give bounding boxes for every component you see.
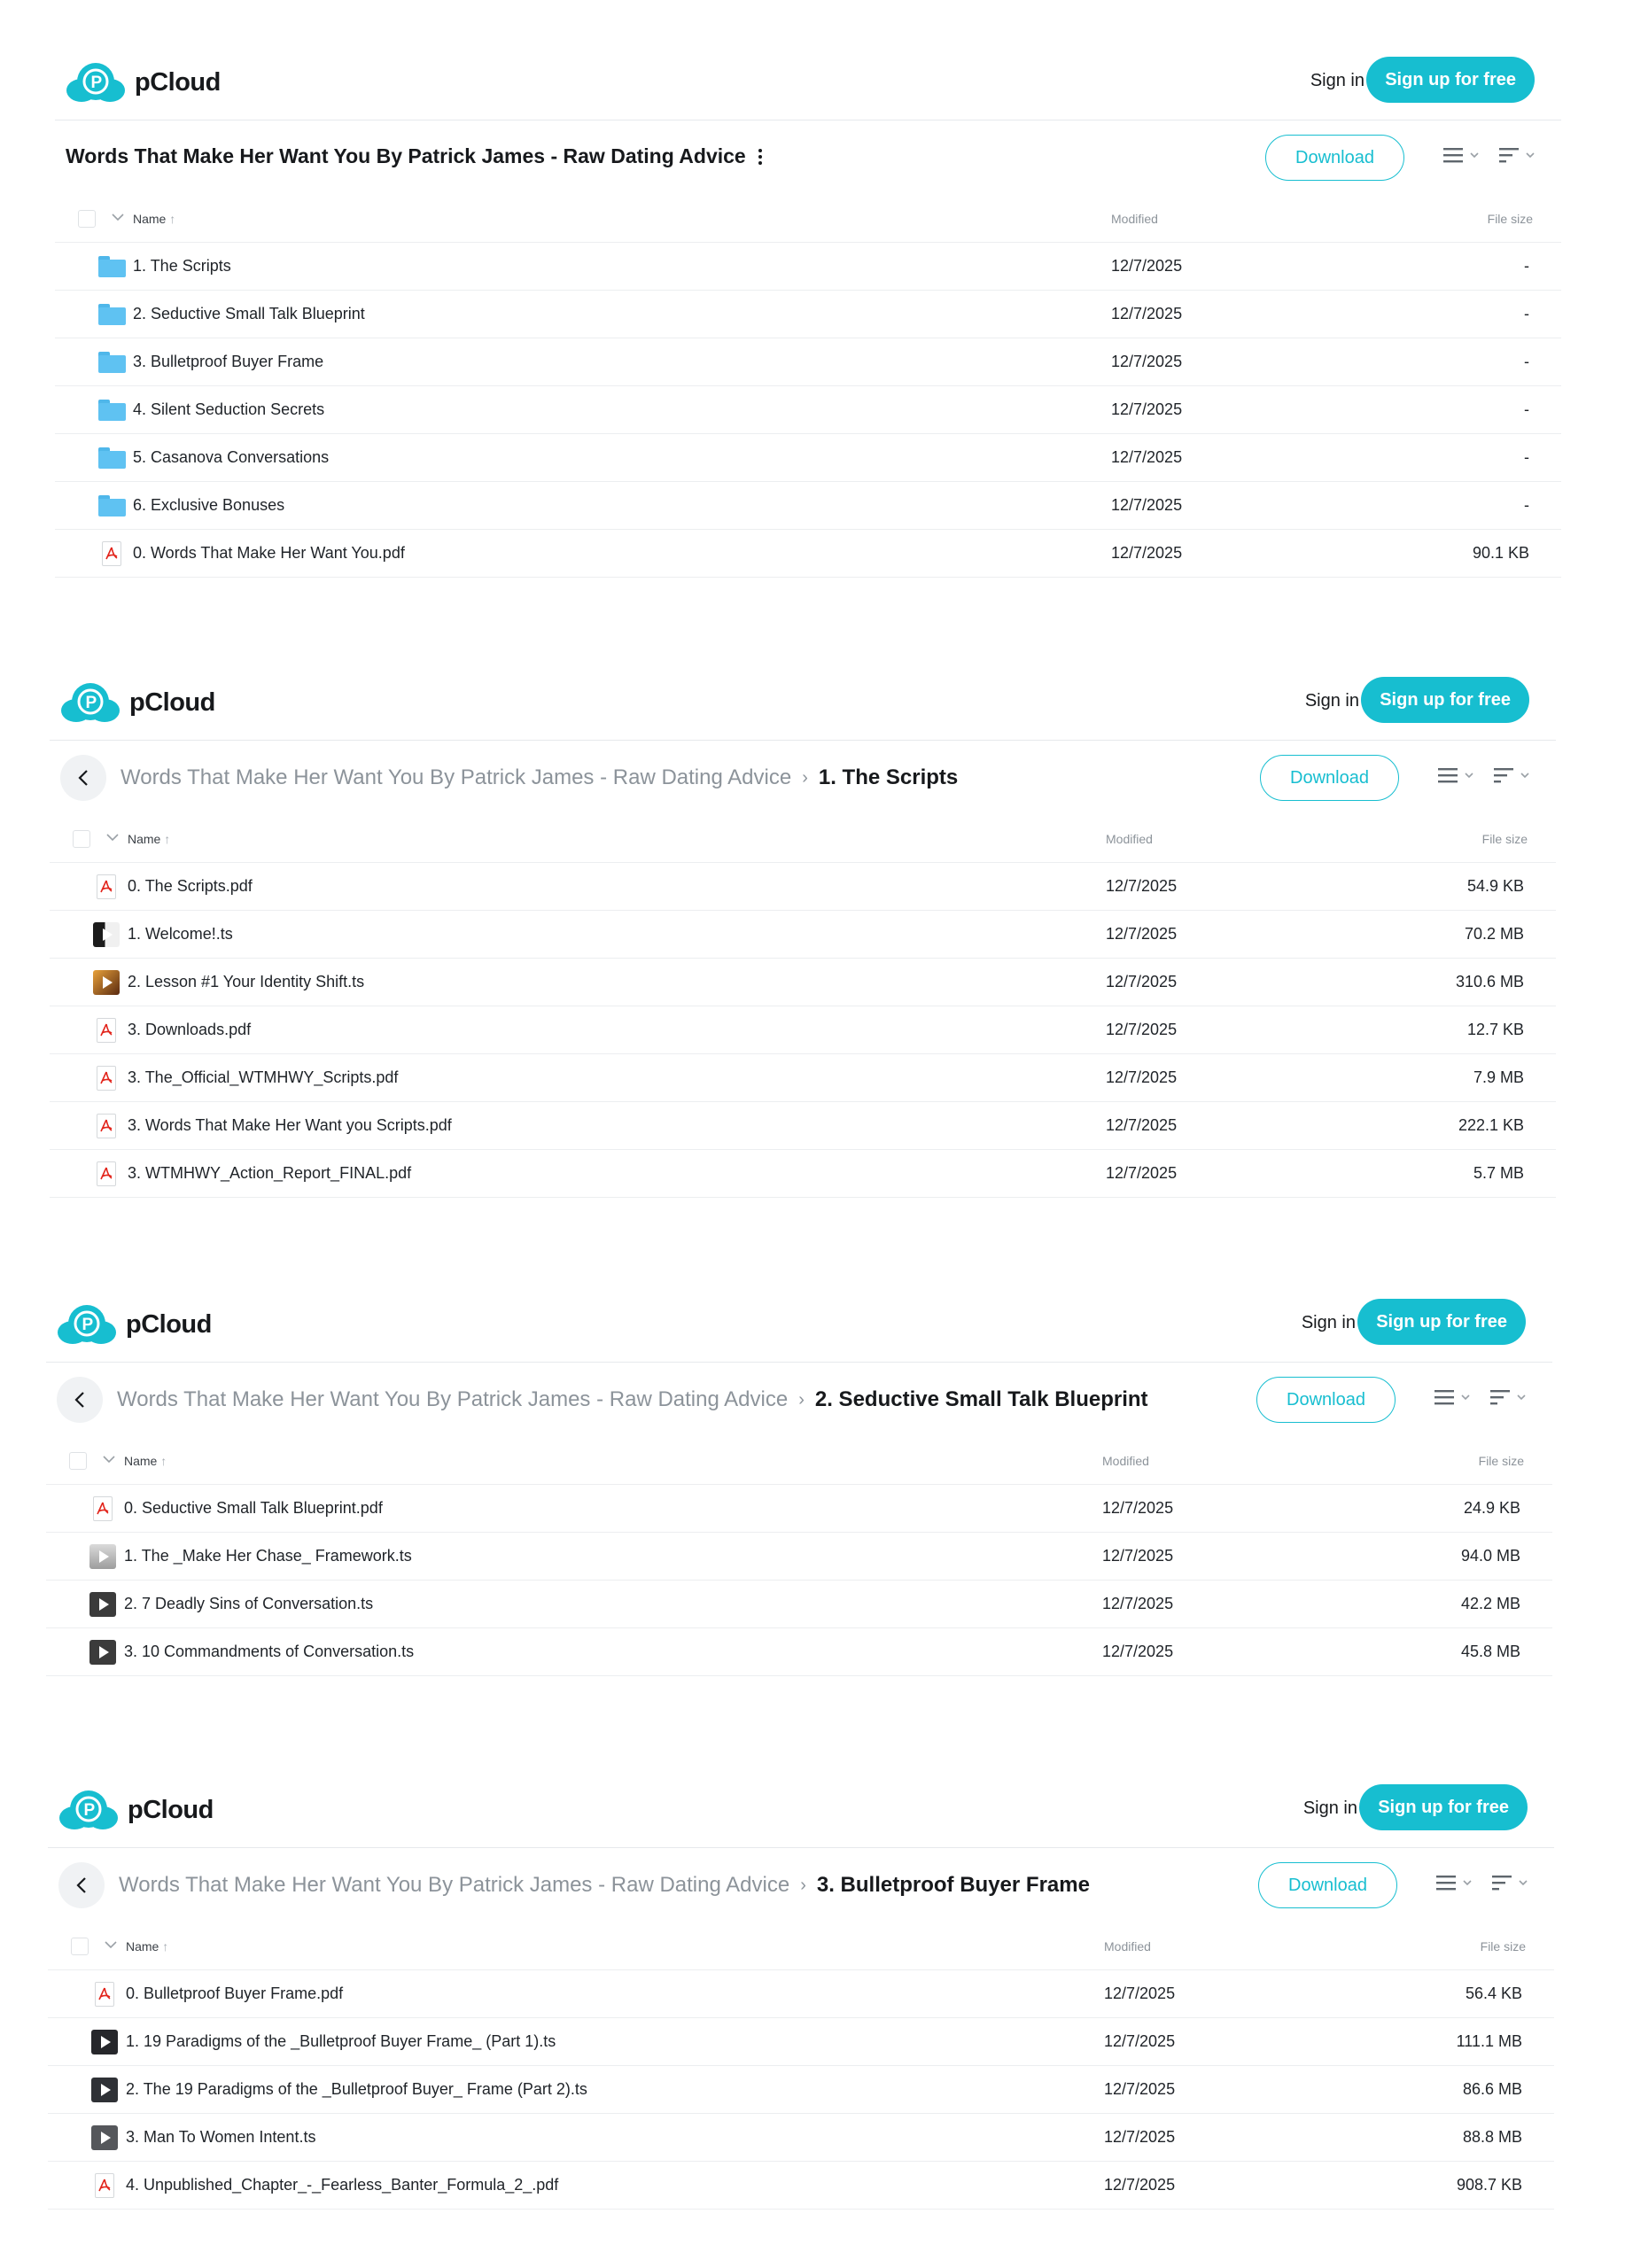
file-name[interactable]: 0. The Scripts.pdf bbox=[128, 877, 253, 895]
table-header bbox=[55, 196, 1561, 243]
file-modified: 12/7/2025 bbox=[1111, 448, 1183, 466]
file-name[interactable]: 3. WTMHWY_Action_Report_FINAL.pdf bbox=[128, 1164, 412, 1182]
file-size: - bbox=[1524, 257, 1529, 275]
file-size: 12.7 KB bbox=[1466, 1021, 1524, 1038]
chevron-down-icon[interactable] bbox=[105, 1941, 117, 1949]
sort-icon bbox=[1492, 1875, 1512, 1891]
file-modified: 12/7/2025 bbox=[1111, 305, 1183, 322]
path-bar bbox=[46, 1363, 1552, 1438]
folder-icon bbox=[97, 445, 126, 471]
file-name[interactable]: 2. Lesson #1 Your Identity Shift.ts bbox=[128, 973, 365, 990]
table-row[interactable] bbox=[55, 291, 1561, 338]
pdf-icon bbox=[92, 1065, 121, 1091]
file-name[interactable]: 0. Bulletproof Buyer Frame.pdf bbox=[126, 1984, 344, 2002]
sign-in-link[interactable]: Sign in bbox=[1301, 1313, 1356, 1332]
breadcrumb-parent[interactable]: Words That Make Her Want You By Patrick James - Raw Dating Advice bbox=[121, 765, 792, 789]
file-modified: 12/7/2025 bbox=[1111, 257, 1183, 275]
column-header-name[interactable] bbox=[133, 212, 175, 226]
file-name[interactable]: 1. 19 Paradigms of the _Bulletproof Buyer Frame_ (Part 1).ts bbox=[126, 2032, 556, 2050]
top-bar bbox=[55, 44, 1561, 120]
folder-title bbox=[66, 144, 762, 168]
select-all-checkbox[interactable] bbox=[71, 1938, 89, 1955]
table-row[interactable] bbox=[48, 2018, 1554, 2066]
breadcrumb bbox=[119, 1873, 1090, 1898]
file-modified: 12/7/2025 bbox=[1106, 925, 1178, 943]
file-modified: 12/7/2025 bbox=[1102, 1547, 1174, 1565]
sort-icon bbox=[1499, 147, 1519, 163]
chevron-down-icon bbox=[1463, 1880, 1472, 1886]
sort-icon bbox=[1490, 1389, 1510, 1405]
back-button[interactable] bbox=[57, 1377, 103, 1423]
select-all-checkbox[interactable] bbox=[73, 830, 90, 848]
top-bar bbox=[48, 1772, 1554, 1848]
pdf-icon bbox=[92, 1017, 121, 1044]
table-row[interactable] bbox=[48, 1970, 1554, 2018]
view-mode-control[interactable] bbox=[1435, 1389, 1470, 1405]
view-mode-control[interactable] bbox=[1443, 147, 1479, 163]
video-thumbnail-icon bbox=[92, 921, 121, 948]
breadcrumb-current: 1. The Scripts bbox=[818, 765, 959, 789]
brand-name: pCloud bbox=[129, 687, 215, 717]
table-row[interactable] bbox=[55, 386, 1561, 434]
pcloud-logo[interactable] bbox=[66, 62, 221, 103]
table-row[interactable] bbox=[46, 1485, 1552, 1533]
table-row[interactable] bbox=[55, 243, 1561, 291]
table-row[interactable] bbox=[50, 959, 1556, 1006]
file-modified: 12/7/2025 bbox=[1104, 1984, 1176, 2002]
svg-text:P: P bbox=[85, 694, 97, 712]
file-size: 222.1 KB bbox=[1458, 1116, 1524, 1134]
table-row[interactable] bbox=[46, 1581, 1552, 1628]
file-modified: 12/7/2025 bbox=[1111, 400, 1183, 418]
file-modified: 12/7/2025 bbox=[1106, 1068, 1178, 1086]
file-name[interactable]: 1. Welcome!.ts bbox=[128, 925, 233, 943]
table-row[interactable] bbox=[55, 530, 1561, 578]
file-name[interactable]: 3. The_Official_WTMHWY_Scripts.pdf bbox=[128, 1068, 399, 1086]
download-button[interactable]: Download bbox=[1260, 755, 1399, 801]
table-row[interactable] bbox=[46, 1533, 1552, 1581]
pcloud-cloud-icon bbox=[58, 1790, 119, 1830]
file-modified: 12/7/2025 bbox=[1111, 496, 1183, 514]
folder-icon bbox=[97, 349, 126, 376]
column-name-label: Name bbox=[124, 1454, 158, 1468]
file-modified: 12/7/2025 bbox=[1102, 1643, 1174, 1660]
select-all-checkbox[interactable] bbox=[69, 1452, 87, 1470]
file-modified: 12/7/2025 bbox=[1106, 1116, 1178, 1134]
folder-icon bbox=[97, 301, 126, 328]
sign-in-link[interactable]: Sign in bbox=[1302, 1798, 1357, 1818]
table-row[interactable] bbox=[50, 1054, 1556, 1102]
video-thumbnail-icon bbox=[89, 1639, 117, 1666]
svg-text:P: P bbox=[82, 1316, 94, 1334]
list-view-icon bbox=[1438, 767, 1458, 783]
top-bar bbox=[50, 664, 1556, 741]
pdf-icon bbox=[89, 1495, 117, 1522]
view-mode-control[interactable] bbox=[1436, 1875, 1472, 1891]
chevron-down-icon[interactable] bbox=[106, 834, 119, 842]
more-options-icon[interactable] bbox=[758, 149, 762, 165]
video-thumbnail-icon bbox=[92, 969, 121, 996]
file-size: - bbox=[1524, 400, 1529, 418]
chevron-down-icon bbox=[1470, 152, 1479, 159]
select-all-checkbox[interactable] bbox=[78, 210, 96, 228]
video-thumbnail-icon bbox=[89, 1543, 117, 1570]
table-header bbox=[50, 816, 1556, 863]
column-header-size[interactable]: File size bbox=[1478, 1454, 1524, 1468]
file-browser-panel-buyer-frame bbox=[48, 1772, 1554, 2210]
pdf-icon bbox=[92, 1113, 121, 1139]
pcloud-cloud-icon bbox=[60, 682, 121, 723]
table-row[interactable] bbox=[46, 1628, 1552, 1676]
file-size: - bbox=[1524, 305, 1529, 322]
file-name[interactable]: 3. Man To Women Intent.ts bbox=[126, 2128, 316, 2146]
file-size: 88.8 MB bbox=[1462, 2128, 1522, 2146]
table-row[interactable] bbox=[50, 911, 1556, 959]
file-name[interactable]: 4. Silent Seduction Secrets bbox=[133, 400, 325, 418]
file-name[interactable]: 0. Words That Make Her Want You.pdf bbox=[133, 544, 405, 562]
file-modified: 12/7/2025 bbox=[1104, 2176, 1176, 2194]
table-row[interactable] bbox=[55, 338, 1561, 386]
file-modified: 12/7/2025 bbox=[1104, 2032, 1176, 2050]
column-header-modified[interactable]: Modified bbox=[1111, 212, 1158, 226]
sign-up-button[interactable]: Sign up for free bbox=[1361, 677, 1529, 723]
file-name[interactable]: 0. Seductive Small Talk Blueprint.pdf bbox=[124, 1499, 383, 1517]
file-modified: 12/7/2025 bbox=[1102, 1595, 1174, 1612]
breadcrumb bbox=[117, 1387, 1148, 1412]
file-size: 45.8 MB bbox=[1460, 1643, 1520, 1660]
chevron-down-icon[interactable] bbox=[103, 1456, 115, 1464]
chevron-left-icon bbox=[76, 1876, 87, 1894]
file-modified: 12/7/2025 bbox=[1102, 1499, 1174, 1517]
file-modified: 12/7/2025 bbox=[1106, 973, 1178, 990]
column-header-size[interactable]: File size bbox=[1481, 832, 1528, 846]
download-button[interactable]: Download bbox=[1258, 1862, 1397, 1908]
file-name[interactable]: 2. Seductive Small Talk Blueprint bbox=[133, 305, 365, 322]
sign-in-link[interactable]: Sign in bbox=[1304, 691, 1359, 711]
table-header bbox=[48, 1923, 1554, 1970]
table-row[interactable] bbox=[50, 1150, 1556, 1198]
pcloud-cloud-icon bbox=[57, 1304, 117, 1345]
file-size: 310.6 MB bbox=[1455, 973, 1524, 990]
table-row[interactable] bbox=[50, 1006, 1556, 1054]
file-modified: 12/7/2025 bbox=[1106, 877, 1178, 895]
list-view-icon bbox=[1443, 147, 1463, 163]
download-button[interactable]: Download bbox=[1256, 1377, 1396, 1423]
file-size: - bbox=[1524, 448, 1529, 466]
view-mode-control[interactable] bbox=[1438, 767, 1473, 783]
path-bar bbox=[48, 1848, 1554, 1923]
column-name-label: Name bbox=[128, 832, 161, 846]
file-modified: 12/7/2025 bbox=[1104, 2080, 1176, 2098]
column-header-name[interactable] bbox=[128, 832, 170, 846]
column-header-modified[interactable]: Modified bbox=[1106, 832, 1153, 846]
file-size: 94.0 MB bbox=[1460, 1547, 1520, 1565]
folder-icon bbox=[97, 397, 126, 423]
sort-control[interactable] bbox=[1494, 767, 1529, 783]
sign-up-button[interactable]: Sign up for free bbox=[1357, 1299, 1526, 1345]
pcloud-logo[interactable] bbox=[58, 1790, 214, 1830]
pdf-icon bbox=[92, 874, 121, 900]
pdf-icon bbox=[90, 2172, 119, 2199]
pdf-icon bbox=[92, 1161, 121, 1187]
breadcrumb bbox=[121, 765, 958, 790]
file-name[interactable]: 3. 10 Commandments of Conversation.ts bbox=[124, 1643, 415, 1660]
video-thumbnail-icon bbox=[89, 1591, 117, 1618]
sort-control[interactable] bbox=[1492, 1875, 1528, 1891]
file-size: 7.9 MB bbox=[1473, 1068, 1524, 1086]
sort-ascending-icon: ↑ bbox=[164, 832, 171, 846]
sort-icon bbox=[1494, 767, 1513, 783]
sign-in-link[interactable]: Sign in bbox=[1310, 71, 1365, 90]
column-header-modified[interactable]: Modified bbox=[1104, 1939, 1151, 1953]
chevron-down-icon bbox=[1519, 1880, 1528, 1886]
file-modified: 12/7/2025 bbox=[1106, 1021, 1178, 1038]
download-button[interactable]: Download bbox=[1265, 135, 1404, 181]
file-size: 90.1 KB bbox=[1472, 544, 1529, 562]
video-thumbnail-icon bbox=[90, 2029, 119, 2055]
column-name-label: Name bbox=[133, 212, 167, 226]
file-browser-panel-root bbox=[55, 44, 1561, 578]
file-name[interactable]: 5. Casanova Conversations bbox=[133, 448, 330, 466]
file-modified: 12/7/2025 bbox=[1111, 353, 1183, 370]
pcloud-logo[interactable] bbox=[57, 1304, 212, 1345]
back-button[interactable] bbox=[58, 1862, 105, 1908]
column-header-name[interactable] bbox=[124, 1454, 167, 1468]
table-row[interactable] bbox=[50, 863, 1556, 911]
file-size: 42.2 MB bbox=[1460, 1595, 1520, 1612]
file-size: 908.7 KB bbox=[1456, 2176, 1522, 2194]
chevron-down-icon bbox=[1461, 1394, 1470, 1401]
table-row[interactable] bbox=[48, 2114, 1554, 2162]
column-header-modified[interactable]: Modified bbox=[1102, 1454, 1149, 1468]
svg-text:P: P bbox=[90, 74, 103, 92]
file-size: 70.2 MB bbox=[1464, 925, 1524, 943]
file-size: 5.7 MB bbox=[1473, 1164, 1524, 1182]
chevron-down-icon bbox=[1526, 152, 1535, 159]
brand-name: pCloud bbox=[126, 1309, 212, 1339]
sort-ascending-icon: ↑ bbox=[160, 1454, 167, 1468]
path-bar bbox=[55, 120, 1561, 196]
chevron-down-icon[interactable] bbox=[112, 214, 124, 221]
brand-name: pCloud bbox=[128, 1795, 214, 1824]
video-thumbnail-icon bbox=[90, 2077, 119, 2103]
sort-control[interactable] bbox=[1490, 1389, 1526, 1405]
sort-control[interactable] bbox=[1499, 147, 1535, 163]
pdf-icon bbox=[97, 540, 126, 567]
folder-icon bbox=[97, 253, 126, 280]
top-bar bbox=[46, 1286, 1552, 1363]
chevron-down-icon bbox=[1517, 1394, 1526, 1401]
file-size: 24.9 KB bbox=[1463, 1499, 1520, 1517]
file-name[interactable]: 3. Downloads.pdf bbox=[128, 1021, 252, 1038]
chevron-right-icon: › bbox=[800, 1875, 806, 1895]
sort-ascending-icon: ↑ bbox=[162, 1939, 169, 1953]
folder-title-text: Words That Make Her Want You By Patrick James - Raw Dating Advice bbox=[66, 144, 746, 167]
pdf-icon bbox=[90, 1981, 119, 2008]
file-browser-panel-small-talk bbox=[46, 1286, 1552, 1676]
folder-icon bbox=[97, 493, 126, 519]
sign-up-button[interactable]: Sign up for free bbox=[1366, 57, 1535, 103]
table-row[interactable] bbox=[50, 1102, 1556, 1150]
breadcrumb-parent[interactable]: Words That Make Her Want You By Patrick James - Raw Dating Advice bbox=[119, 1873, 790, 1897]
file-size: 54.9 KB bbox=[1466, 877, 1524, 895]
chevron-down-icon bbox=[1520, 773, 1529, 779]
file-size: 56.4 KB bbox=[1465, 1984, 1522, 2002]
breadcrumb-parent[interactable]: Words That Make Her Want You By Patrick James - Raw Dating Advice bbox=[117, 1387, 789, 1411]
column-name-label: Name bbox=[126, 1939, 159, 1953]
file-modified: 12/7/2025 bbox=[1106, 1164, 1178, 1182]
breadcrumb-current: 3. Bulletproof Buyer Frame bbox=[816, 1873, 1090, 1897]
file-browser-panel-the-scripts bbox=[50, 664, 1556, 1198]
list-view-icon bbox=[1436, 1875, 1456, 1891]
column-header-size[interactable]: File size bbox=[1487, 212, 1533, 226]
file-modified: 12/7/2025 bbox=[1111, 544, 1183, 562]
chevron-left-icon bbox=[74, 1391, 85, 1409]
column-header-size[interactable]: File size bbox=[1480, 1939, 1526, 1953]
chevron-left-icon bbox=[78, 769, 89, 787]
back-button[interactable] bbox=[60, 755, 106, 801]
file-name[interactable]: 2. 7 Deadly Sins of Conversation.ts bbox=[124, 1595, 374, 1612]
sort-ascending-icon: ↑ bbox=[169, 212, 176, 226]
path-bar bbox=[50, 741, 1556, 816]
file-modified: 12/7/2025 bbox=[1104, 2128, 1176, 2146]
file-size: 86.6 MB bbox=[1462, 2080, 1522, 2098]
pcloud-logo[interactable] bbox=[60, 682, 215, 723]
file-name[interactable]: 4. Unpublished_Chapter_-_Fearless_Banter_Formula_2_.pdf bbox=[126, 2176, 559, 2194]
file-size: - bbox=[1524, 353, 1529, 370]
sign-up-button[interactable]: Sign up for free bbox=[1359, 1784, 1528, 1830]
file-name[interactable]: 1. The _Make Her Chase_ Framework.ts bbox=[124, 1547, 412, 1565]
chevron-right-icon: › bbox=[802, 767, 808, 788]
file-name[interactable]: 1. The Scripts bbox=[133, 257, 231, 275]
chevron-down-icon bbox=[1465, 773, 1473, 779]
table-header bbox=[46, 1438, 1552, 1485]
pcloud-cloud-icon bbox=[66, 62, 126, 103]
column-header-name[interactable] bbox=[126, 1939, 168, 1953]
table-row[interactable] bbox=[55, 482, 1561, 530]
file-name[interactable]: 3. Words That Make Her Want you Scripts.pdf bbox=[128, 1116, 452, 1134]
file-name[interactable]: 2. The 19 Paradigms of the _Bulletproof Buyer_ Frame (Part 2).ts bbox=[126, 2080, 587, 2098]
breadcrumb-current: 2. Seductive Small Talk Blueprint bbox=[814, 1387, 1148, 1411]
file-size: - bbox=[1524, 496, 1529, 514]
brand-name: pCloud bbox=[135, 67, 221, 97]
table-row[interactable] bbox=[55, 434, 1561, 482]
table-row[interactable] bbox=[48, 2066, 1554, 2114]
file-name[interactable]: 6. Exclusive Bonuses bbox=[133, 496, 285, 514]
svg-text:P: P bbox=[83, 1801, 96, 1820]
list-view-icon bbox=[1435, 1389, 1454, 1405]
table-row[interactable] bbox=[48, 2162, 1554, 2210]
file-name[interactable]: 3. Bulletproof Buyer Frame bbox=[133, 353, 324, 370]
video-thumbnail-icon bbox=[90, 2124, 119, 2151]
file-size: 111.1 MB bbox=[1456, 2032, 1522, 2050]
chevron-right-icon: › bbox=[798, 1389, 805, 1410]
